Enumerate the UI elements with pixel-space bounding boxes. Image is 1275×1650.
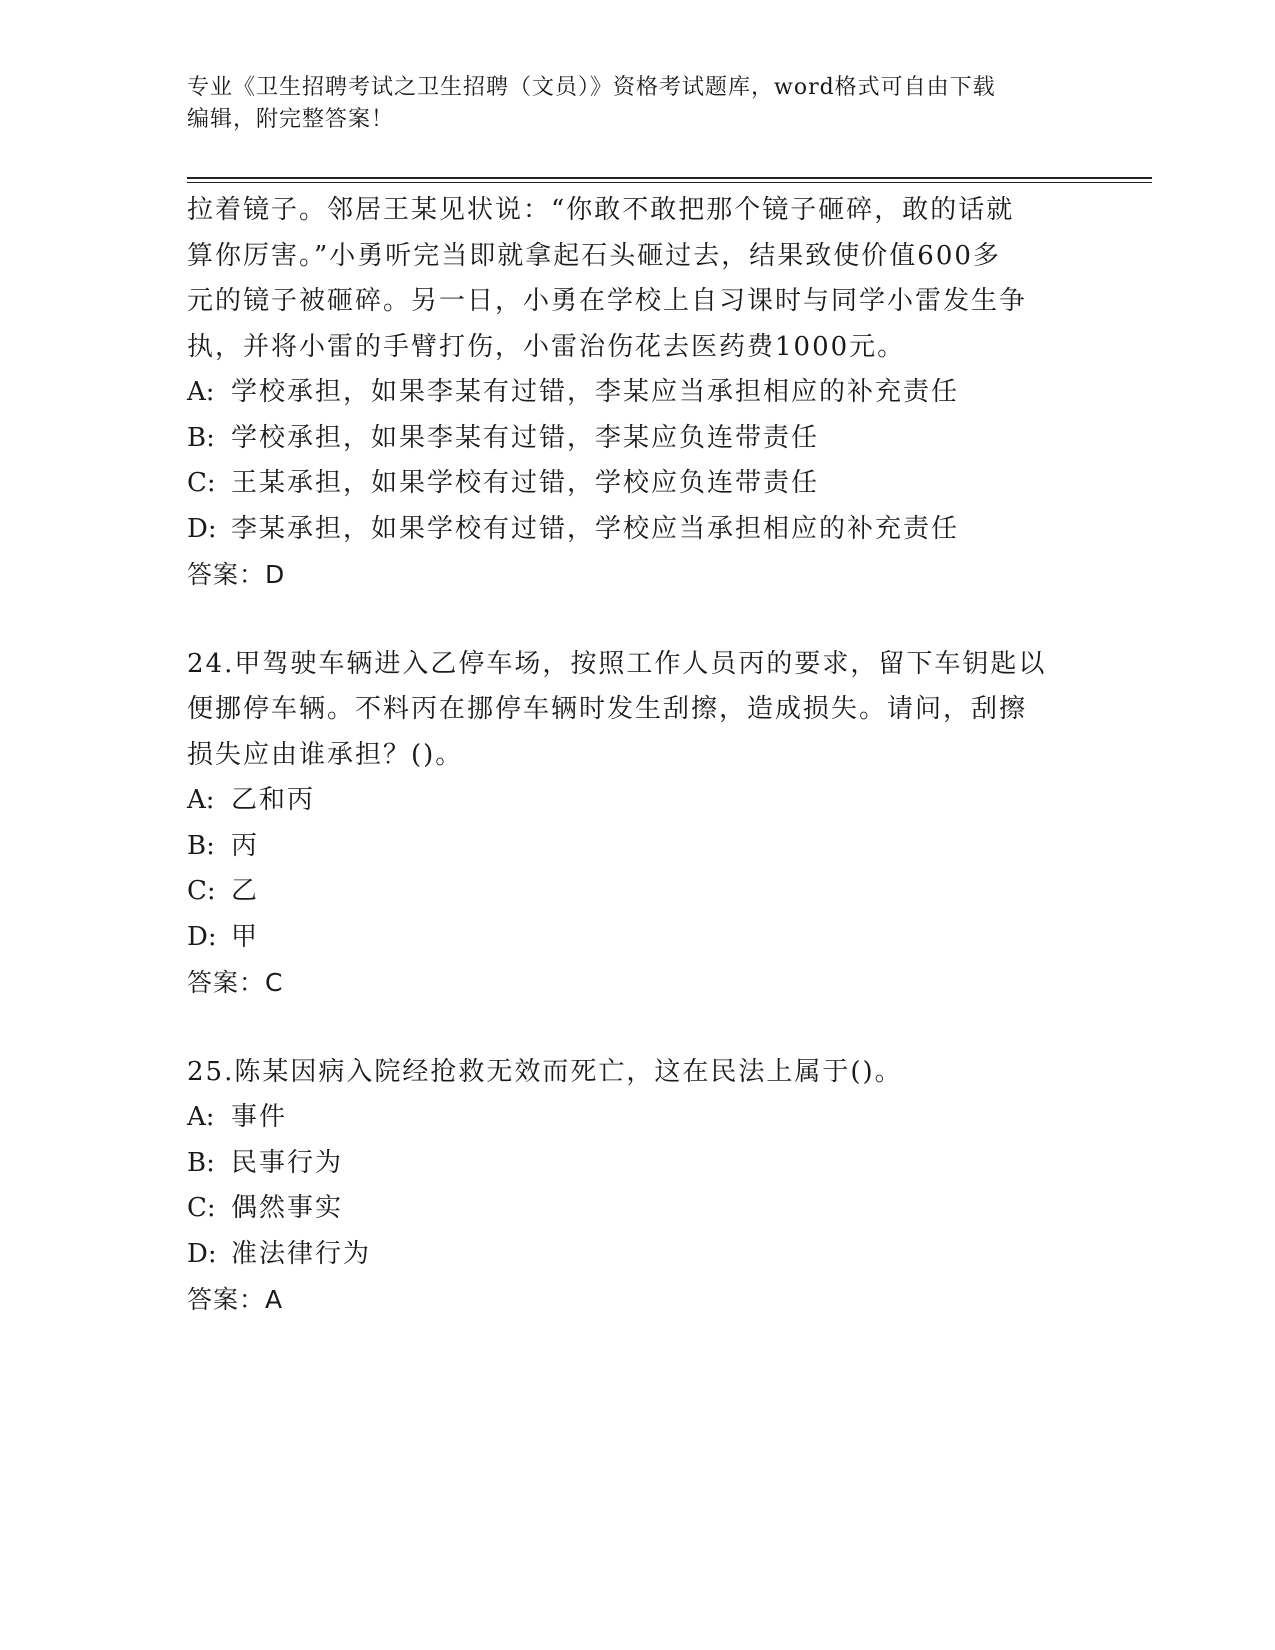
option-a <box>187 370 1087 416</box>
option-a <box>187 778 1087 824</box>
option-key: B: <box>187 830 215 861</box>
option-c <box>187 461 1087 507</box>
page-header <box>187 72 1087 136</box>
header-double-rule <box>187 177 1152 183</box>
answer-line: 答案：C <box>187 968 284 997</box>
option-text: 甲 <box>231 921 260 952</box>
option-d <box>187 1232 1087 1278</box>
option-key: C: <box>187 468 216 498</box>
option-b <box>187 824 1087 870</box>
answer-line: 答案：A <box>187 1285 284 1314</box>
option-a <box>187 1095 1087 1141</box>
option-key: D: <box>187 1238 217 1269</box>
header-line-2: 编辑，附完整答案！ <box>187 107 395 132</box>
option-b <box>187 1141 1087 1187</box>
option-key: C: <box>187 1193 216 1223</box>
option-c <box>187 1186 1087 1232</box>
question-text-line: 算你厉害。”小勇听完当即就拿起石头砸过去，结果致使价值600多 <box>187 240 1001 271</box>
option-text: 偶然事实 <box>231 1193 344 1223</box>
question-text-line: 便挪停车辆。不料丙在挪停车辆时发生刮擦，造成损失。请问，刮擦 <box>187 694 1028 724</box>
question-text-line: 拉着镜子。邻居王某见状说：“你敢不敢把那个镜子砸碎，敢的话就 <box>187 195 1015 225</box>
question-text-line: 执，并将小雷的手臂打伤，小雷治伤花去医药费1000元。 <box>187 331 906 362</box>
option-d <box>187 507 1087 553</box>
option-d <box>187 915 1087 961</box>
question-text-line: 损失应由谁承担？()。 <box>187 739 464 770</box>
document-body <box>187 188 1087 1323</box>
option-text: 李某承担，如果学校有过错，学校应当承担相应的补充责任 <box>231 513 960 544</box>
option-key: B: <box>187 422 215 453</box>
question-24 <box>187 642 1087 1006</box>
option-c <box>187 869 1087 915</box>
option-text: 学校承担，如果李某有过错，李某应负连带责任 <box>231 422 820 453</box>
option-text: 乙和丙 <box>231 785 316 815</box>
option-text: 准法律行为 <box>231 1238 372 1269</box>
option-b <box>187 416 1087 462</box>
option-key: B: <box>187 1147 215 1178</box>
question-text-line: 25.陈某因病入院经抢救无效而死亡，这在民法上属于()。 <box>187 1056 903 1087</box>
question-23 <box>187 188 1087 598</box>
option-key: D: <box>187 921 217 952</box>
option-text: 丙 <box>231 830 260 861</box>
answer-line: 答案：D <box>187 560 286 589</box>
header-line-1: 专业《卫生招聘考试之卫生招聘（文员）》资格考试题库，word格式可自由下载 <box>187 75 996 100</box>
option-key: A: <box>187 785 215 815</box>
spacer <box>187 598 1087 642</box>
option-text: 民事行为 <box>231 1147 344 1178</box>
option-key: C: <box>187 876 216 906</box>
option-text: 乙 <box>231 876 260 906</box>
spacer <box>187 1006 1087 1050</box>
option-key: A: <box>187 1102 215 1132</box>
question-text-line: 24.甲驾驶车辆进入乙停车场，按照工作人员丙的要求，留下车钥匙以 <box>187 648 1047 679</box>
option-text: 王某承担，如果学校有过错，学校应负连带责任 <box>231 468 820 498</box>
question-25 <box>187 1050 1087 1323</box>
option-key: A: <box>187 377 215 407</box>
option-text: 学校承担，如果李某有过错，李某应当承担相应的补充责任 <box>231 377 960 407</box>
question-text-line: 元的镜子被砸碎。另一日，小勇在学校上自习课时与同学小雷发生争 <box>187 286 1028 316</box>
option-text: 事件 <box>231 1102 288 1132</box>
option-key: D: <box>187 513 217 544</box>
